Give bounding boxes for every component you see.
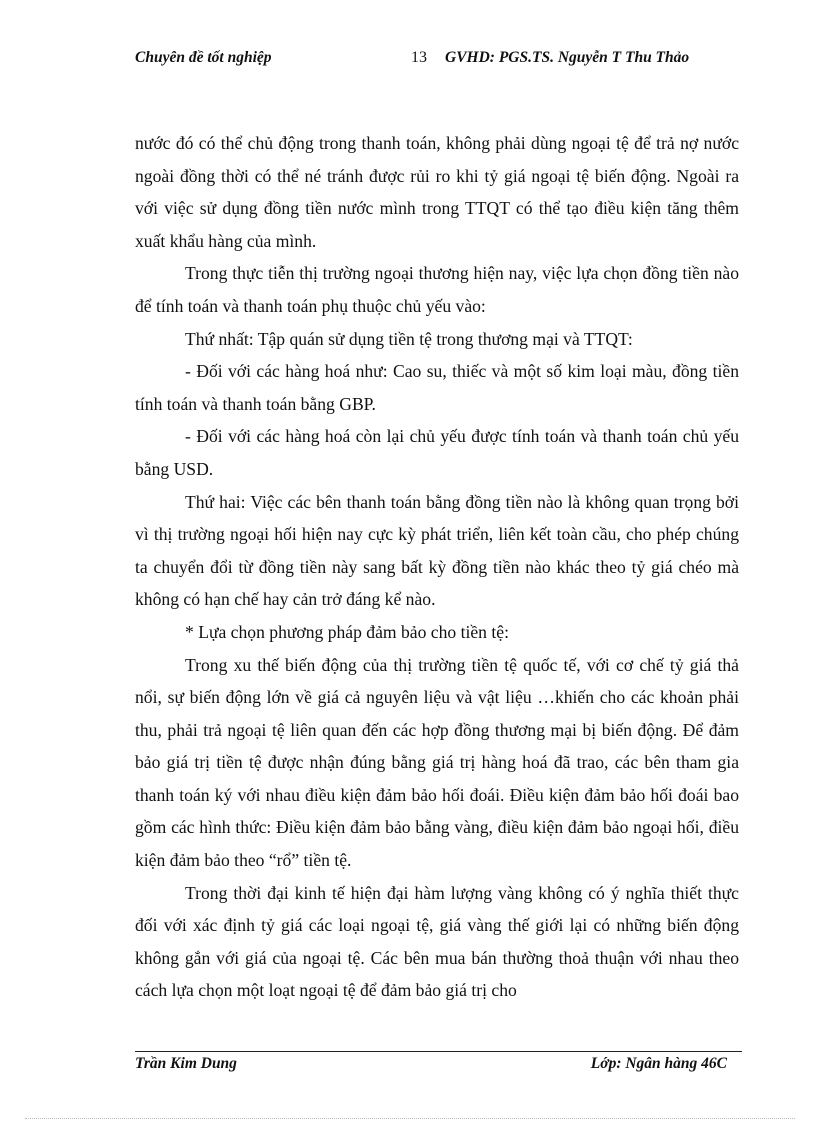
- paragraph: Trong thực tiễn thị trường ngoại thương hiện nay, việc lựa chọn đồng tiền nào để tính toán và thanh toán phụ thuộc chủ yếu vào:: [135, 263, 739, 316]
- footer-class: Lớp: Ngân hàng 46C: [590, 1055, 727, 1072]
- paragraph: - Đối với các hàng hoá như: Cao su, thiếc và một số kim loại màu, đồng tiền tính toán và thanh toán bằng GBP.: [135, 361, 739, 414]
- paragraph: * Lựa chọn phương pháp đảm bảo cho tiền tệ:: [185, 621, 509, 642]
- header-supervisor: GVHD: PGS.TS. Nguyễn T Thu Thảo: [445, 49, 690, 66]
- paragraph: Trong thời đại kinh tế hiện đại hàm lượng vàng không có ý nghĩa thiết thực đối với xác định tỷ giá các loại ngoại tệ, giá vàng thế giới lại có những biến động không gắn với giá của ngoại tệ. Các bên mua bán thường thoả thuận với nhau theo cách lựa chọn một loạt ngoại tệ để đảm bảo giá trị cho: [135, 882, 739, 1001]
- paragraph: - Đối với các hàng hoá còn lại chủ yếu được tính toán và thanh toán chủ yếu bằng USD.: [135, 426, 739, 479]
- body-text: [135, 127, 739, 1007]
- page-edge-divider: [25, 1118, 795, 1119]
- page-footer: [135, 1055, 742, 1079]
- paragraph: Thứ nhất: Tập quán sử dụng tiền tệ trong thương mại và TTQT:: [185, 328, 633, 349]
- paragraph: Thứ hai: Việc các bên thanh toán bằng đồng tiền nào là không quan trọng bởi vì thị trường ngoại hối hiện nay cực kỳ phát triển, liên kết toàn cầu, cho phép chúng ta chuyển đổi từ đồng tiền này sang bất kỳ đồng tiền nào khác theo tỷ giá chéo mà không có hạn chế hay cản trở đáng kể nào.: [135, 491, 739, 610]
- footer-divider: [135, 1051, 742, 1052]
- header-document-title: Chuyên đề tốt nghiệp: [135, 49, 272, 66]
- page-number: 13: [411, 49, 427, 66]
- paragraph: Trong xu thế biến động của thị trường tiền tệ quốc tế, với cơ chế tỷ giá thả nổi, sự biến động lớn về giá cả nguyên liệu và vật liệu …khiến cho các khoản phải thu, phải trả ngoại tệ liên quan đến các hợp đồng thương mại bị biến động. Để đảm bảo giá trị tiền tệ được nhận đúng bằng giá trị hàng hoá đã trao, các bên tham gia thanh toán ký với nhau điều kiện đảm bảo hối đoái. Điều kiện đảm bảo hối đoái bao gồm các hình thức: Điều kiện đảm bảo bằng vàng, điều kiện đảm bảo ngoại hối, điều kiện đảm bảo theo “rổ” tiền tệ.: [135, 654, 739, 871]
- page-header: [135, 46, 735, 72]
- footer-author: Trần Kim Dung: [135, 1055, 237, 1072]
- paragraph: nước đó có thể chủ động trong thanh toán, không phải dùng ngoại tệ để trả nợ nước ngoài đồng thời có thể né tránh được rủi ro khi tỷ giá ngoại tệ biến động. Ngoài ra với việc sử dụng đồng tiền nước mình trong TTQT có thể tạo điều kiện tăng thêm xuất khẩu hàng của mình.: [135, 133, 739, 251]
